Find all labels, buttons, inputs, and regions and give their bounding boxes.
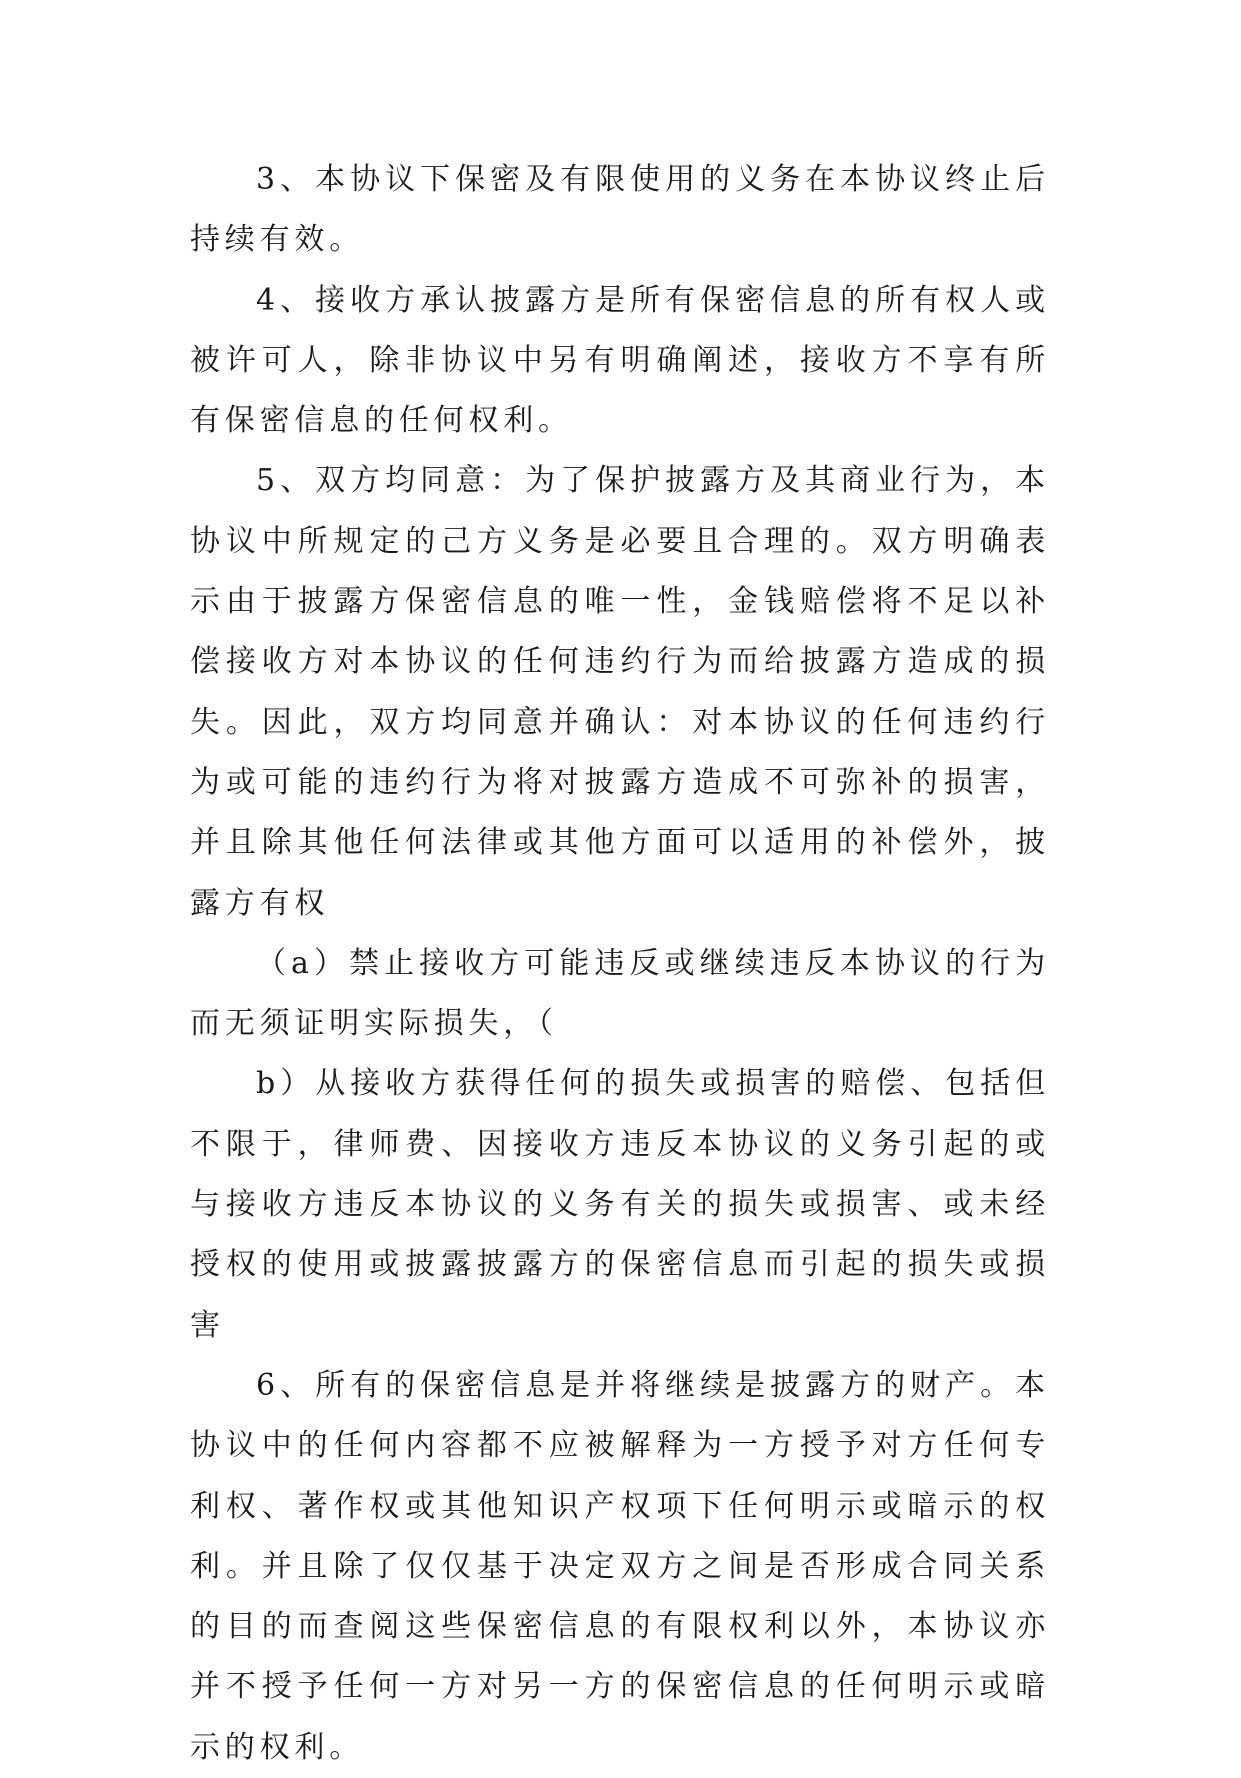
clause-5a-paragraph: （a）禁止接收方可能违反或继续违反本协议的行为而无须证明实际损失，（ <box>190 945 1050 1042</box>
document-body <box>190 150 1050 1778</box>
clause-6-paragraph: 6、所有的保密信息是并将继续是披露方的财产。本协议中的任何内容都不应被解释为一方授予对方任何专利权、著作权或其他知识产权项下任何明示或暗示的权利。并且除了仅仅基于决定双方之间是否形成合同关系的目的而查阅这些保密信息的有限权利以外，本协议亦并不授予任何一方对另一方的保密信息的任何明示或暗示的权利。 <box>190 1367 1050 1765</box>
clause-5-paragraph: 5、双方均同意：为了保护披露方及其商业行为，本协议中所规定的己方义务是必要且合理的。双方明确表示由于披露方保密信息的唯一性，金钱赔偿将不足以补偿接收方对本协议的任何违约行为而给披露方造成的损失。因此，双方均同意并确认：对本协议的任何违约行为或可能的违约行为将对披露方造成不可弥补的损害，并且除其他任何法律或其他方面可以适用的补偿外，披露方有权 <box>190 463 1050 921</box>
clause-4-paragraph: 4、接收方承认披露方是所有保密信息的所有权人或被许可人，除非协议中另有明确阐述，接收方不享有所有保密信息的任何权利。 <box>190 282 1050 439</box>
clause-5b-paragraph: b）从接收方获得任何的损失或损害的赔偿、包括但不限于，律师费、因接收方违反本协议的义务引起的或与接收方违反本协议的义务有关的损失或损害、或未经授权的使用或披露披露方的保密信息而引起的损失或损害 <box>190 1066 1050 1343</box>
clause-3-paragraph: 3、本协议下保密及有限使用的义务在本协议终止后持续有效。 <box>190 162 1050 258</box>
